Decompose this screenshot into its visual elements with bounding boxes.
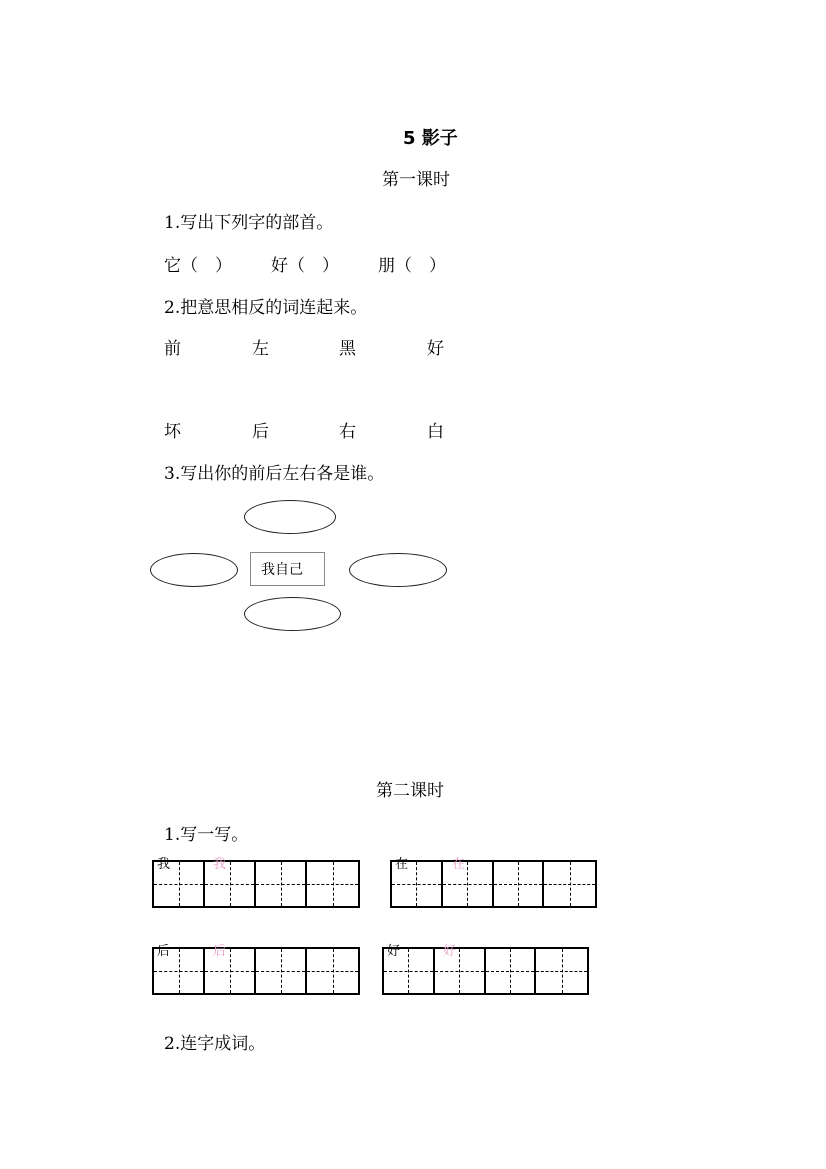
right-answer-oval[interactable] bbox=[349, 553, 447, 587]
front-answer-oval[interactable] bbox=[244, 500, 336, 534]
grid-cell[interactable] bbox=[544, 862, 595, 906]
page-title: 5 影子 bbox=[403, 128, 458, 149]
grid-cell[interactable] bbox=[307, 862, 358, 906]
grid-cell[interactable] bbox=[536, 949, 587, 993]
lesson-2-heading: 第二课时 bbox=[376, 781, 444, 801]
trace-char: 后 bbox=[213, 944, 227, 959]
writing-grid[interactable] bbox=[390, 860, 597, 908]
lesson-1-heading: 第一课时 bbox=[382, 170, 450, 190]
back-answer-oval[interactable] bbox=[244, 597, 341, 631]
model-char: 在 bbox=[395, 857, 409, 872]
model-char: 我 bbox=[157, 857, 171, 872]
lesson-2-question-2-prompt: 2.连字成词。 bbox=[164, 1034, 266, 1054]
grid-cell[interactable] bbox=[443, 862, 494, 906]
lesson-2-question-1-prompt: 1.写一写。 bbox=[164, 825, 249, 845]
word-bottom: 右 bbox=[339, 422, 356, 442]
trace-char: 在 bbox=[452, 857, 466, 872]
radical-item: 它（ ） bbox=[164, 256, 232, 276]
word-top: 前 bbox=[164, 339, 181, 359]
grid-cell[interactable] bbox=[256, 862, 307, 906]
grid-cell[interactable] bbox=[256, 949, 307, 993]
question-3-prompt: 3.写出你的前后左右各是谁。 bbox=[164, 464, 385, 484]
self-box: 我自己 bbox=[250, 552, 325, 586]
word-top: 好 bbox=[427, 339, 444, 359]
grid-cell[interactable] bbox=[307, 949, 358, 993]
word-bottom: 后 bbox=[252, 422, 269, 442]
question-1-prompt: 1.写出下列字的部首。 bbox=[164, 213, 334, 233]
writing-grid[interactable] bbox=[152, 860, 360, 908]
writing-grid[interactable] bbox=[382, 947, 589, 995]
trace-char: 我 bbox=[213, 857, 227, 872]
question-2-prompt: 2.把意思相反的词连起来。 bbox=[164, 298, 368, 318]
model-char: 后 bbox=[157, 944, 171, 959]
radical-item: 朋（ ） bbox=[378, 256, 446, 276]
writing-grid[interactable] bbox=[152, 947, 360, 995]
trace-char: 好 bbox=[443, 944, 457, 959]
radical-item: 好（ ） bbox=[271, 256, 339, 276]
word-top: 左 bbox=[252, 339, 269, 359]
word-bottom: 白 bbox=[427, 422, 444, 442]
left-answer-oval[interactable] bbox=[150, 553, 238, 587]
grid-cell[interactable] bbox=[494, 862, 545, 906]
model-char: 好 bbox=[387, 944, 401, 959]
word-top: 黑 bbox=[339, 339, 356, 359]
word-bottom: 坏 bbox=[164, 422, 181, 442]
grid-cell[interactable] bbox=[486, 949, 537, 993]
